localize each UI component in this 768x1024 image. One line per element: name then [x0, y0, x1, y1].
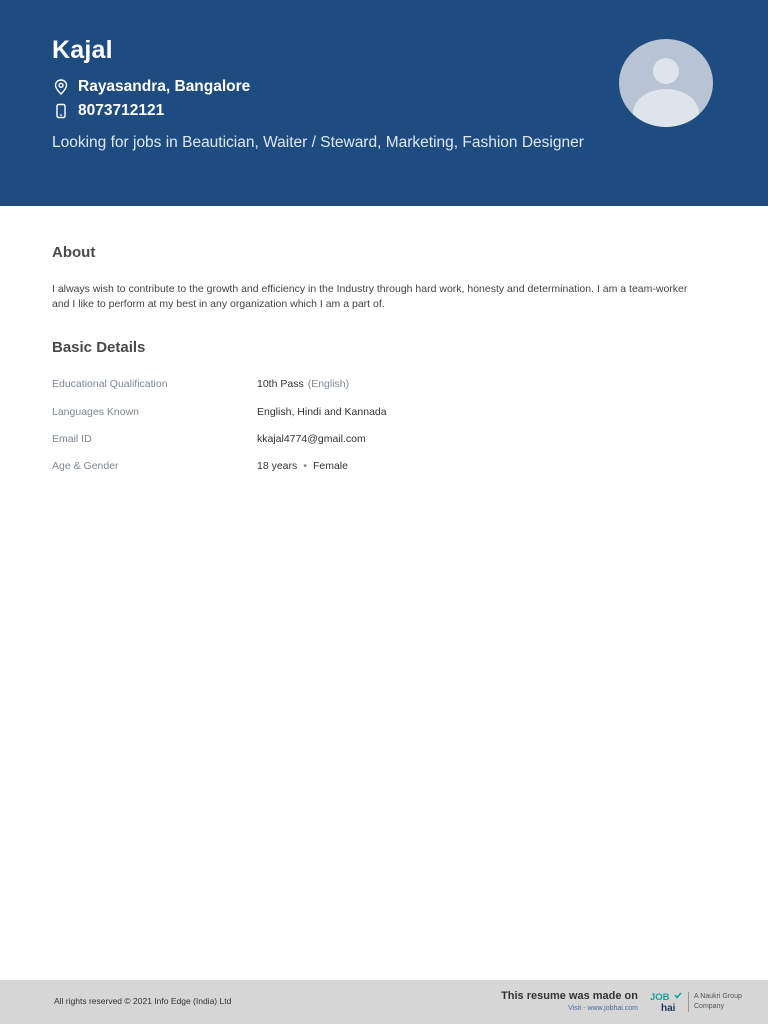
- email-label: Email ID: [52, 433, 92, 445]
- education-label: Educational Qualification: [52, 378, 168, 390]
- job-preferences: Looking for jobs in Beautician, Waiter / Steward, Marketing, Fashion Designer: [52, 134, 584, 151]
- naukri-line-1: A Naukri Group: [694, 993, 742, 1000]
- education-level: 10th Pass: [257, 378, 304, 390]
- logo-text-bottom: hai: [661, 1003, 676, 1013]
- user-avatar-icon: [619, 39, 713, 127]
- logo-divider: [688, 992, 689, 1012]
- copyright-text: All rights reserved © 2021 Info Edge (India) Ltd: [54, 996, 232, 1006]
- languages-value: English, Hindi and Kannada: [257, 406, 387, 418]
- made-on-text: This resume was made on: [501, 990, 638, 1002]
- logo-text-top: JOB: [650, 992, 670, 1003]
- jobhai-logo: [650, 991, 684, 1013]
- visit-link[interactable]: Visit - www.jobhai.com: [568, 1005, 638, 1012]
- email-value: kkajal4774@gmail.com: [257, 433, 366, 445]
- mobile-phone-icon: [52, 102, 70, 120]
- phone-row: [52, 102, 164, 120]
- education-medium: (English): [307, 378, 350, 390]
- about-heading: About: [52, 244, 96, 261]
- about-text: I always wish to contribute to the growth and efficiency in the Industry through hard work, honesty and determination. I am a team-worker and I like to perform at my best in any organization which I am a part of.: [52, 283, 688, 310]
- gender-value: Female: [312, 460, 348, 472]
- profile-header: [0, 0, 768, 206]
- age-gender-value: [257, 460, 348, 472]
- age-value: 18 years: [257, 460, 298, 472]
- location-pin-icon: [52, 78, 70, 96]
- education-value: [257, 378, 349, 390]
- languages-label: Languages Known: [52, 406, 139, 418]
- footer: [0, 980, 768, 1024]
- location-row: [52, 78, 250, 96]
- separator-dot: •: [303, 460, 307, 472]
- basic-details-heading: Basic Details: [52, 339, 146, 356]
- age-gender-label: Age & Gender: [52, 460, 119, 472]
- candidate-name: Kajal: [52, 36, 113, 64]
- naukri-line-2: Company: [694, 1003, 724, 1010]
- phone-text: 8073712121: [78, 102, 165, 119]
- naukri-group-text: [694, 992, 742, 1012]
- location-text: Rayasandra, Bangalore: [78, 78, 251, 95]
